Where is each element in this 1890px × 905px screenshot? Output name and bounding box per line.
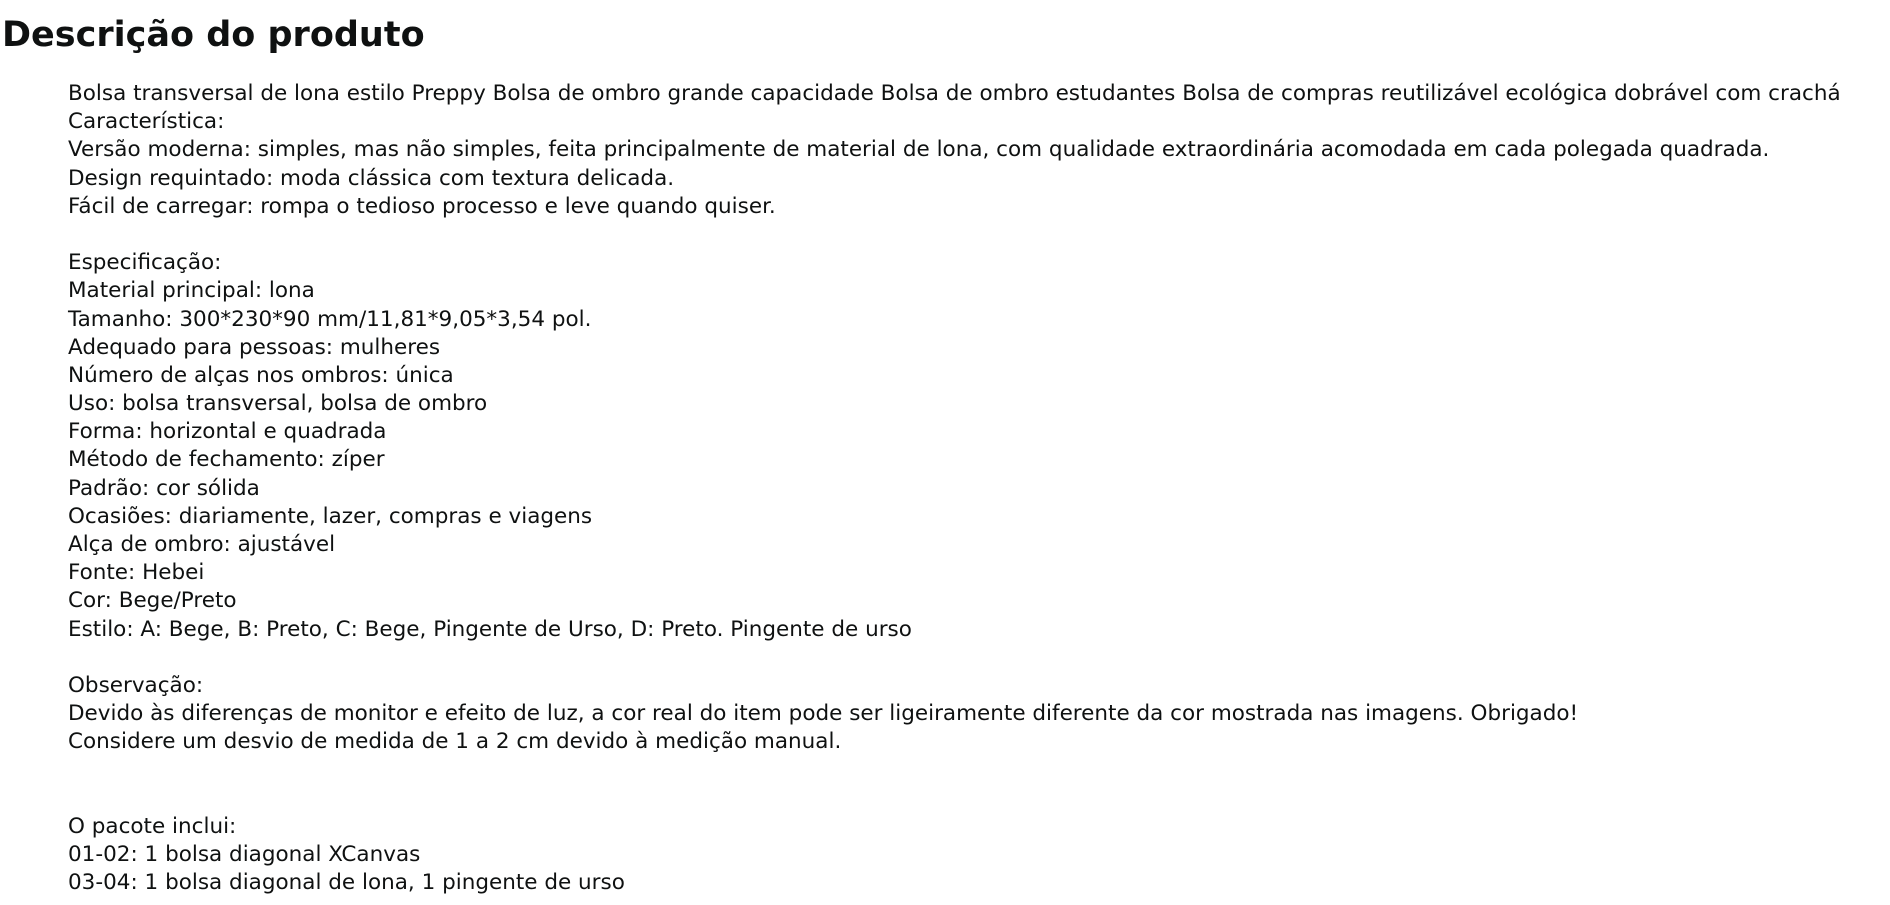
package-line: 03-04: 1 bolsa diagonal de lona, 1 pingente de urso <box>68 870 625 896</box>
note-heading: Observação: <box>68 672 204 698</box>
feature-line: Fácil de carregar: rompa o tedioso processo e leve quando quiser. <box>68 193 776 219</box>
spacer <box>68 221 1868 249</box>
spec-line: Método de fechamento: zíper <box>68 447 385 473</box>
spec-line: Cor: Bege/Preto <box>68 588 237 614</box>
spec-line: Material principal: lona <box>68 278 315 304</box>
spec-line: Fonte: Hebei <box>68 560 205 586</box>
spacer <box>68 785 1868 813</box>
package-heading: O pacote inclui: <box>68 813 237 839</box>
spacer <box>68 757 1868 785</box>
spec-line: Forma: horizontal e quadrada <box>68 419 387 445</box>
page-title: Descrição do produto <box>2 15 425 55</box>
spec-line: Adequado para pessoas: mulheres <box>68 334 441 360</box>
spec-line: Alça de ombro: ajustável <box>68 532 336 557</box>
product-description <box>68 80 1868 897</box>
features-heading: Característica: <box>68 109 225 135</box>
spec-heading: Especificação: <box>68 250 222 276</box>
spec-line: Número de alças nos ombros: única <box>68 362 454 388</box>
spec-line: Uso: bolsa transversal, bolsa de ombro <box>68 391 488 417</box>
feature-line: Versão moderna: simples, mas não simples, feita principalmente de material de lona, com qualidade extraordinária acomodada em cada polegada quadrada. <box>68 137 1770 163</box>
spacer <box>68 644 1868 672</box>
product-headline: Bolsa transversal de lona estilo Preppy Bolsa de ombro grande capacidade Bolsa de ombro estudantes Bolsa de compras reutilizável ecológica dobrável com crachá <box>68 81 1841 106</box>
note-line: Devido às diferenças de monitor e efeito de luz, a cor real do item pode ser ligeiramente diferente da cor mostrada nas imagens. Obrigado! <box>68 701 1579 727</box>
package-block <box>68 813 1868 898</box>
feature-line: Design requintado: moda clássica com textura delicada. <box>68 165 675 191</box>
spec-line: Tamanho: 300*230*90 mm/11,81*9,05*3,54 pol. <box>68 306 592 332</box>
spec-block <box>68 249 1868 644</box>
spec-line: Estilo: A: Bege, B: Preto, C: Bege, Pingente de Urso, D: Preto. Pingente de urso <box>68 616 912 642</box>
spec-line: Padrão: cor sólida <box>68 475 260 501</box>
intro-block <box>68 80 1868 221</box>
note-line: Considere um desvio de medida de 1 a 2 cm devido à medição manual. <box>68 729 842 755</box>
spec-line: Ocasiões: diariamente, lazer, compras e viagens <box>68 503 593 529</box>
package-line: 01-02: 1 bolsa diagonal XCanvas <box>68 842 421 868</box>
note-block <box>68 672 1868 757</box>
